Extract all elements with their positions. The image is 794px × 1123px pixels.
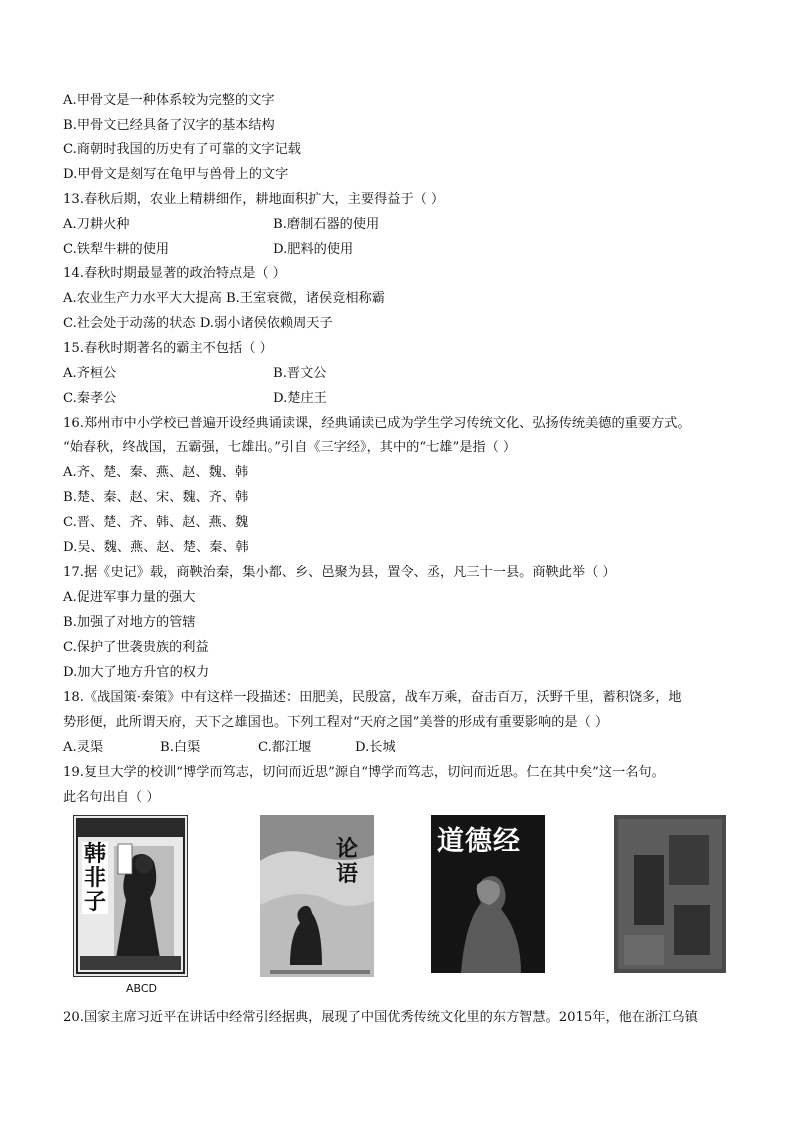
q12-option-a: A.甲骨文是一种体系较为完整的文字 [63, 93, 275, 108]
q20-stem-1: 20.国家主席习近平在讲话中经常引经据典，展现了中国优秀传统文化里的东方智慧。2015年，他在浙江乌镇 [63, 1010, 698, 1025]
book-cover-daodejing [431, 815, 545, 973]
q16-stem-2: “始春秋，终战国，五霸强，七雄出。”引自《三字经》，其中的“七雄”是指（ ） [63, 440, 517, 455]
q16-option-a: A.齐、楚、秦、燕、赵、魏、韩 [63, 465, 249, 480]
q12-option-b: B.甲骨文已经具备了汉字的基本结构 [63, 118, 275, 133]
q14-stem: 14.春秋时期最显著的政治特点是（ ） [63, 266, 286, 281]
q13-options-row2 [63, 241, 354, 259]
book-title-hanfeizi: 韩非子 [83, 841, 106, 915]
q18-options [63, 739, 396, 757]
q14-options-ab: A.农业生产力水平大大提高 B.王室衰微，诸侯竞相称霸 [63, 291, 385, 306]
q18-option-d: D.长城 [355, 740, 396, 755]
book-cover-d [614, 815, 726, 973]
q15-option-d: D.楚庄王 [273, 391, 327, 406]
q17-option-d: D.加大了地方升官的权力 [63, 665, 210, 680]
q15-options-row1 [63, 365, 327, 383]
book-title-lunyu: 论语 [336, 836, 359, 887]
q13-option-d: D.肥料的使用 [273, 242, 354, 257]
q18-stem-2: 势形便，此所谓天府，天下之雄国也。下列工程对“天府之国”美誉的形成有重要影响的是（ ） [63, 715, 609, 730]
q12-option-c: C.商朝时我国的历史有了可靠的文字记载 [63, 142, 301, 157]
q12-option-d: D.甲骨文是刻写在龟甲与兽骨上的文字 [63, 167, 289, 182]
q17-option-c: C.保护了世袭贵族的利益 [63, 640, 209, 655]
q14-options-cd: C.社会处于动荡的状态 D.弱小诸侯依赖周天子 [63, 316, 333, 331]
q15-option-a: A.齐桓公 [63, 366, 117, 381]
q18-stem-1: 18.《战国策·秦策》中有这样一段描述：田肥美，民殷富，战车万乘，奋击百万，沃野千里，蓄积饶多，地 [63, 690, 682, 705]
q16-option-c: C.晋、楚、齐、韩、赵、燕、魏 [63, 515, 249, 530]
q17-option-a: A.促进军事力量的强大 [63, 590, 196, 605]
q13-stem: 13.春秋后期，农业上精耕细作，耕地面积扩大，主要得益于（ ） [63, 192, 445, 207]
book-cover-hanfeizi [73, 815, 188, 977]
q13-option-a: A.刀耕火种 [63, 217, 130, 232]
q18-option-b: B.白渠 [160, 740, 201, 755]
q13-options-row1 [63, 216, 380, 234]
q17-stem: 17.据《史记》载，商鞅治秦，集小都、乡、邑聚为县，置令、丞，凡三十一县。商鞅此举（ ） [63, 565, 616, 580]
book-cover-lunyu [260, 815, 374, 977]
picture-choice-labels: ABCD [126, 982, 158, 995]
q19-stem-1: 19.复旦大学的校训“博学而笃志，切问而近思”源自“博学而笃志，切问而近思。仁在其中矣”这一名句。 [63, 765, 665, 780]
book-cover-d-art [614, 815, 726, 973]
q17-option-b: B.加强了对地方的管辖 [63, 615, 196, 630]
q15-stem: 15.春秋时期著名的霸主不包括（ ） [63, 341, 273, 356]
q16-option-b: B.楚、秦、赵、宋、魏、齐、韩 [63, 490, 249, 505]
q15-option-c: C.秦孝公 [63, 391, 117, 406]
q18-option-a: A.灵渠 [63, 740, 104, 755]
q16-stem-1: 16.郑州市中小学校已普遍开设经典诵读课，经典诵读已成为学生学习传统文化、弘扬传统美德的重要方式。 [63, 416, 691, 431]
q18-option-c: C.都江堰 [258, 740, 312, 755]
book-title-daodejing: 道德经 [437, 826, 521, 857]
q13-option-b: B.磨制石器的使用 [273, 217, 380, 232]
q15-option-b: B.晋文公 [273, 366, 327, 381]
q13-option-c: C.铁犁牛耕的使用 [63, 242, 170, 257]
q15-options-row2 [63, 390, 327, 408]
q16-option-d: D.吴、魏、燕、赵、楚、秦、韩 [63, 540, 249, 555]
q19-stem-2: 此名句出自（ ） [63, 790, 160, 805]
